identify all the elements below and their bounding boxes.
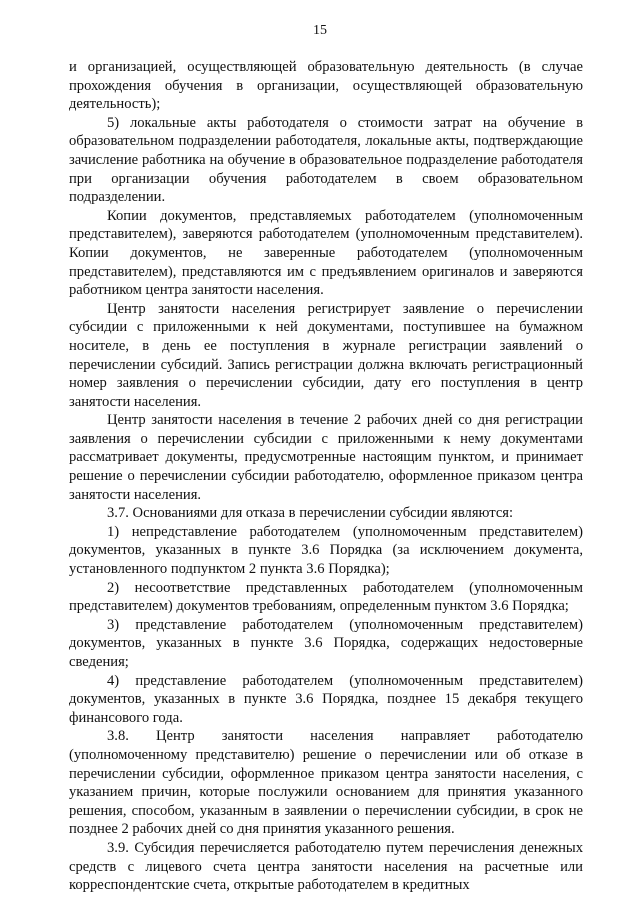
paragraph-continuation: и организацией, осуществляющей образовательную деятельность (в случае прохождения обучения в организации, осуществляющей образовательную деятельность); — [69, 59, 583, 113]
page-number: 15 — [313, 23, 327, 38]
paragraph-3-7-heading: 3.7. Основаниями для отказа в перечислении субсидии являются: — [107, 505, 514, 522]
document-body — [69, 58, 583, 895]
paragraph-copies-certification: Копии документов, представляемых работодателем (уполномоченным представителем), заверяются работодателем (уполномоченным представителем). Копии документов, не заверенные работодателем (уполномоченным представителем), представляются им с предъявлением оригиналов и заверяются работником центра занятости населения. — [69, 207, 583, 299]
paragraph-refusal-2: 2) несоответствие представленных работодателем (уполномоченным представителем) документов требованиям, определенным пунктом 3.6 Порядка; — [69, 579, 583, 615]
paragraph-item-5: 5) локальные акты работодателя о стоимости затрат на обучение в образовательном подразделении работодателя, локальные акты, подтверждающие зачисление работника на обучение в образовательное подразделение работодателя при организации обучения работодателем в своем образовательном подразделении. — [69, 114, 583, 206]
paragraph-3-8: 3.8. Центр занятости населения направляет работодателю (уполномоченному представителю) решение о перечислении или об отказе в перечислении субсидии, оформленное приказом центра занятости населения, с указанием причин, которые послужили основанием для принятия указанного решения, способом, указанным в заявлении о перечислении субсидии, в срок не позднее 2 рабочих дней со дня принятия указанного решения. — [69, 728, 583, 838]
paragraph-3-9: 3.9. Субсидия перечисляется работодателю путем перечисления денежных средств с лицевого счета центра занятости населения на расчетные или корреспондентские счета, открытые работодателем в кредитных — [69, 839, 583, 894]
paragraph-refusal-4: 4) представление работодателем (уполномоченным представителем) документов, указанных в пункте 3.6 Порядка, позднее 15 декабря текущего финансового года. — [69, 672, 583, 726]
paragraph-refusal-3: 3) представление работодателем (уполномоченным представителем) документов, указанных в пункте 3.6 Порядка, содержащих недостоверные сведения; — [69, 616, 583, 670]
paragraph-review-decision: Центр занятости населения в течение 2 рабочих дней со дня регистрации заявления о перечислении субсидии с приложенными к нему документами рассматривает документы, предусмотренные настоящим пунктом, и принимает решение о перечислении субсидии работодателю, оформленное приказом центра занятости населения. — [69, 412, 583, 503]
paragraph-registration: Центр занятости населения регистрирует заявление о перечислении субсидии с приложенными к ней документами, поступившее на бумажном носителе, в день ее поступления в журнале регистрации заявлений о перечислении субсидий. Запись регистрации должна включать регистрационный номер заявления о перечислении субсидии, дату его поступления в центр занятости населения. — [69, 300, 583, 410]
paragraph-refusal-1: 1) непредставление работодателем (уполномоченным представителем) документов, указанных в пункте 3.6 Порядка (за исключением документа, установленного подпунктом 2 пункта 3.6 Порядка); — [69, 523, 583, 578]
